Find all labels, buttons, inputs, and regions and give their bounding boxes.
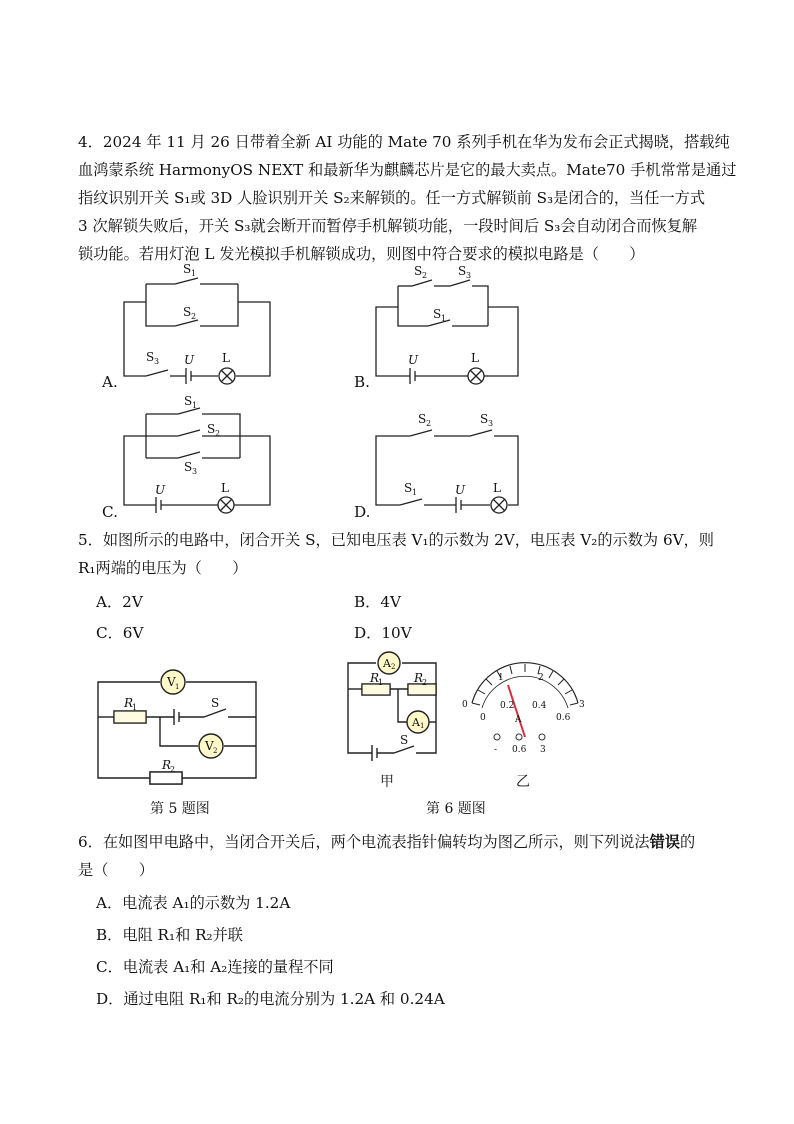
svg-text:1: 1 [175, 683, 180, 691]
svg-text:2: 2 [170, 765, 176, 774]
svg-text:L: L [221, 481, 229, 495]
q6-option-b: B．电阻 R₁和 R₂并联 [96, 926, 243, 944]
q4-circuit-diagrams [0, 0, 794, 540]
q6-line-1-pre: 6．在如图甲电路中，当闭合开关后，两个电流表指针偏转均为图乙所示，则下列说法 [78, 833, 650, 851]
circuit-b [376, 280, 518, 384]
svg-text:3: 3 [154, 357, 160, 366]
q4-option-d-label: D. [354, 503, 371, 521]
svg-text:V: V [205, 739, 214, 753]
svg-text:U: U [155, 483, 166, 497]
svg-text:R: R [370, 671, 380, 685]
svg-text:1: 1 [412, 488, 418, 497]
svg-text:A: A [515, 715, 522, 725]
svg-text:2: 2 [422, 271, 428, 280]
q5-option-a: A．2V [96, 593, 143, 611]
fig6-jia-label: 甲 [380, 774, 394, 790]
svg-text:L: L [471, 351, 479, 365]
svg-text:S: S [458, 264, 467, 278]
svg-text:L: L [222, 351, 230, 365]
svg-text:S: S [414, 264, 423, 278]
svg-text:U: U [184, 353, 195, 367]
svg-text:S: S [183, 262, 192, 276]
svg-text:S: S [418, 412, 427, 426]
svg-text:2: 2 [422, 678, 428, 687]
svg-text:A: A [412, 716, 420, 729]
q5-line-2: R₁两端的电压为（ ） [78, 559, 248, 577]
svg-text:U: U [408, 353, 419, 367]
svg-text:2: 2 [213, 747, 218, 755]
svg-text:S: S [146, 350, 155, 364]
svg-text:0: 0 [480, 713, 486, 723]
svg-text:2: 2 [538, 673, 544, 683]
svg-text:0.2: 0.2 [500, 701, 515, 711]
q6-line-1 [78, 832, 695, 852]
svg-text:V: V [167, 675, 176, 689]
svg-text:3: 3 [488, 419, 494, 428]
svg-text:A: A [383, 657, 391, 670]
svg-text:1: 1 [441, 314, 447, 323]
svg-text:R: R [162, 758, 172, 772]
svg-text:S: S [433, 307, 442, 321]
q5-option-b: B．4V [354, 593, 401, 611]
q6-line-1-post: 的 [679, 833, 696, 851]
svg-text:S: S [400, 733, 409, 747]
circuit-c [124, 408, 270, 513]
svg-text:3: 3 [466, 271, 472, 280]
svg-text:0.6: 0.6 [556, 713, 571, 723]
svg-text:-: - [494, 745, 498, 755]
svg-text:0.4: 0.4 [532, 701, 547, 711]
q6-option-c: C．电流表 A₁和 A₂连接的量程不同 [96, 958, 334, 976]
svg-text:S: S [184, 394, 193, 408]
q6-option-d: D．通过电阻 R₁和 R₂的电流分别为 1.2A 和 0.24A [96, 990, 445, 1008]
q5-option-c: C．6V [96, 624, 144, 642]
q4-option-b-label: B. [354, 373, 370, 391]
svg-text:R: R [414, 671, 424, 685]
svg-text:S: S [183, 305, 192, 319]
svg-text:S: S [207, 422, 216, 436]
circuit-a [124, 278, 270, 384]
svg-text:1: 1 [420, 722, 425, 730]
svg-text:S: S [184, 460, 193, 474]
q4-line-2: 血鸿蒙系统 HarmonyOS NEXT 和最新华为麒麟芯片是它的最大卖点。Mate70 手机常常是通过 [78, 161, 737, 179]
q4-line-4: 3 次解锁失败后，开关 S₃就会断开而暂停手机解锁功能，一段时间后 S₃会自动闭合而恢复解 [78, 217, 698, 235]
svg-text:2: 2 [215, 429, 221, 438]
svg-text:2: 2 [191, 312, 197, 321]
fig5-caption: 第 5 题图 [150, 801, 210, 817]
q4-option-a-label: A. [102, 373, 118, 391]
q4-line-3: 指纹识别开关 S₁或 3D 人脸识别开关 S₂来解锁的。任一方式解锁前 S₃是闭合的，当任一方式 [78, 189, 706, 207]
q4-line-1: 4．2024 年 11 月 26 日带着全新 AI 功能的 Mate 70 系列手机在华为发布会正式揭晓，搭载纯 [78, 133, 730, 151]
svg-text:0: 0 [462, 700, 468, 710]
q6-line-1-bold: 错误 [649, 833, 680, 851]
svg-text:3: 3 [540, 745, 546, 755]
q6-line-2: 是（ ） [78, 861, 154, 879]
svg-text:3: 3 [579, 700, 585, 710]
svg-text:1: 1 [192, 401, 198, 410]
q4-line-5: 锁功能。若用灯泡 L 发光模拟手机解锁成功，则图中符合要求的模拟电路是（ ） [78, 245, 645, 263]
q5-option-d: D．10V [354, 624, 412, 642]
svg-text:2: 2 [426, 419, 432, 428]
fig5-fig6-diagrams [0, 640, 794, 810]
svg-text:S: S [404, 481, 413, 495]
svg-text:0.6: 0.6 [512, 745, 527, 755]
q5-line-1: 5．如图所示的电路中，闭合开关 S，已知电压表 V₁的示数为 2V，电压表 V₂的示数为 6V，则 [78, 531, 714, 549]
svg-text:2: 2 [391, 663, 396, 671]
svg-text:L: L [493, 481, 501, 495]
circuit-d [376, 430, 518, 513]
svg-text:3: 3 [192, 467, 198, 476]
svg-text:1: 1 [132, 703, 138, 712]
ammeter-dial [462, 663, 585, 755]
q6-option-a: A．电流表 A₁的示数为 1.2A [96, 894, 291, 912]
svg-text:S: S [211, 696, 220, 710]
fig5-circuit [98, 682, 256, 784]
q4-option-c-label: C. [102, 503, 118, 521]
svg-text:R: R [124, 696, 134, 710]
fig6-caption: 第 6 题图 [426, 801, 486, 817]
svg-text:S: S [480, 412, 489, 426]
svg-text:1: 1 [378, 678, 384, 687]
svg-text:1: 1 [191, 269, 197, 278]
svg-text:U: U [455, 483, 466, 497]
svg-text:1: 1 [498, 673, 504, 683]
fig6-yi-label: 乙 [516, 774, 530, 790]
